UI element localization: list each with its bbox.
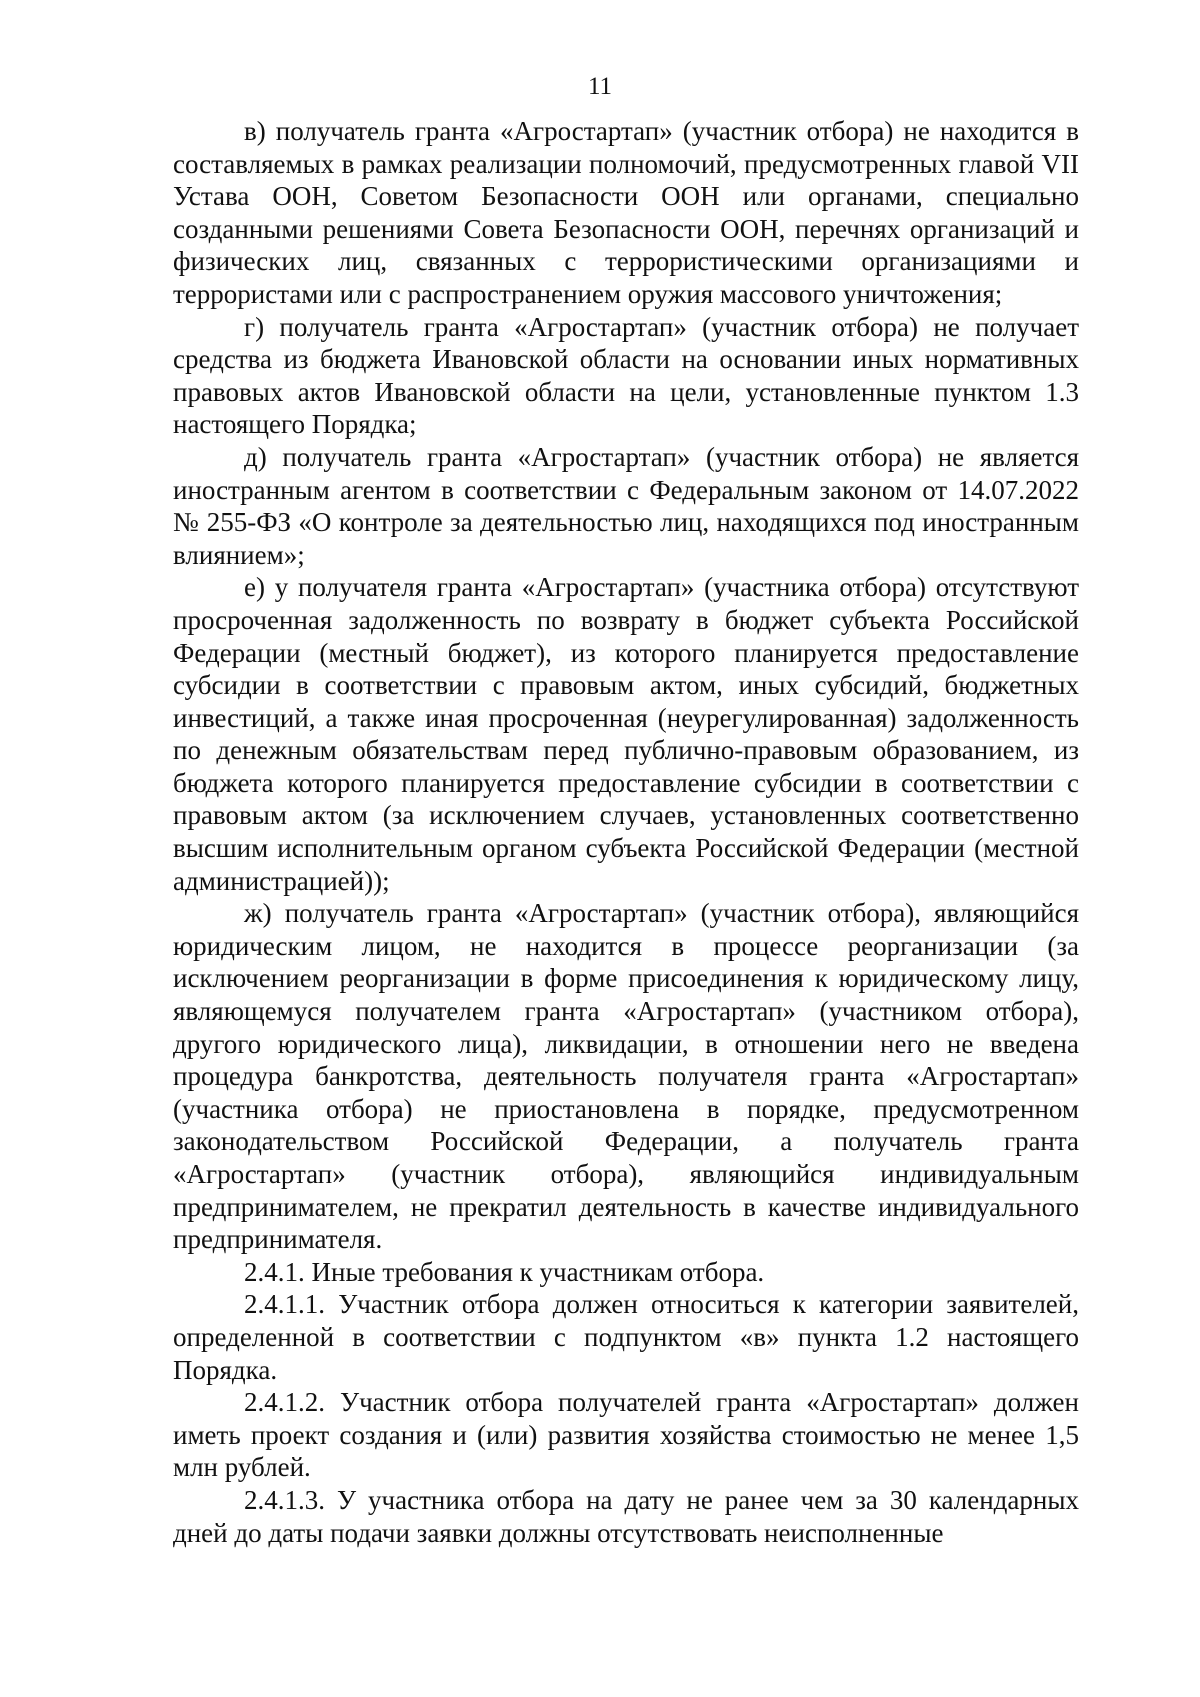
paragraph-2-4-1-3: 2.4.1.3. У участника отбора на дату не ранее чем за 30 календарных дней до даты подачи заявки должны отсутствовать неисполненные bbox=[173, 1484, 1079, 1548]
paragraph-2-4-1-1: 2.4.1.1. Участник отбора должен относиться к категории заявителей, определенной в соответствии с подпунктом «в» пункта 1.2 настоящего Порядка. bbox=[173, 1289, 1079, 1385]
paragraph-v: в) получатель гранта «Агростартап» (участник отбора) не находится в составляемых в рамках реализации полномочий, предусмотренных главой VII Устава ООН, Советом Безопасности ООН или органами, специально созданными решениями Совета Безопасности ООН, перечнях организаций и физических лиц, связанных с террористическими организациями и террористами или с распространением оружия массового уничтожения; bbox=[173, 116, 1079, 309]
paragraph-2-4-1-2: 2.4.1.2. Участник отбора получателей гранта «Агростартап» должен иметь проект создания и (или) развития хозяйства стоимостью не менее 1,5 млн рублей. bbox=[173, 1387, 1079, 1483]
paragraph-2-4-1: 2.4.1. Иные требования к участникам отбора. bbox=[244, 1256, 765, 1287]
paragraph-g: г) получатель гранта «Агростартап» (участник отбора) не получает средства из бюджета Ивановской области на основании иных нормативных правовых актов Ивановской области на цели, установленные пунктом 1.3 настоящего Порядка; bbox=[173, 311, 1079, 440]
paragraph-d: д) получатель гранта «Агростартап» (участник отбора) не является иностранным агентом в соответствии с Федеральным законом от 14.07.2022 № 255-ФЗ «О контроле за деятельностью лиц, находящихся под иностранным влиянием»; bbox=[173, 441, 1079, 570]
page-number: 11 bbox=[587, 73, 613, 100]
document-body bbox=[173, 115, 1079, 1549]
paragraph-e: е) у получателя гранта «Агростартап» (участника отбора) отсутствуют просроченная задолженность по возврату в бюджет субъекта Российской Федерации (местный бюджет), из которого планируется предоставление субсидии в соответствии с правовым актом, иных субсидий, бюджетных инвестиций, а также иная просроченная (неурегулированная) задолженность по денежным обязательствам перед публично-правовым образованием, из бюджета которого планируется предоставление субсидии в соответствии с правовым актом (за исключением случаев, установленных соответственно высшим исполнительным органом субъекта Российской Федерации (местной администрацией)); bbox=[173, 572, 1079, 896]
paragraph-zh: ж) получатель гранта «Агростартап» (участник отбора), являющийся юридическим лицом, не находится в процессе реорганизации (за исключением реорганизации в форме присоединения к юридическому лицу, являющемуся получателем гранта «Агростартап» (участником отбора), другого юридического лица), ликвидации, в отношении него не введена процедура банкротства, деятельность получателя гранта «Агростартап» (участника отбора) не приостановлена в порядке, предусмотренном законодательством Российской Федерации, а получатель гранта «Агростартап» (участник отбора), являющийся индивидуальным предпринимателем, не прекратил деятельность в качестве индивидуального предпринимателя. bbox=[173, 898, 1079, 1255]
